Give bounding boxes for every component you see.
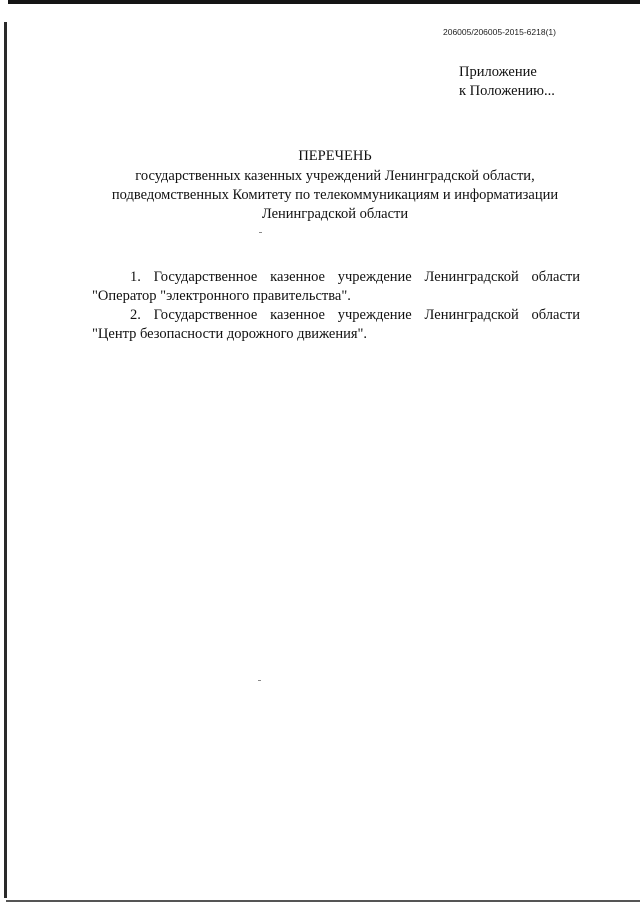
document-title xyxy=(80,147,590,224)
title-line-3: Ленинградской области xyxy=(261,206,409,222)
list-item-2: 2. Государственное казенное учреждение Ленинградской области "Центр безопасности дорожного движения". xyxy=(92,307,580,342)
appendix-line-1: Приложение xyxy=(459,64,537,80)
appendix-note xyxy=(459,63,555,101)
title-heading: ПЕРЕЧЕНЬ xyxy=(298,148,372,164)
scan-speck xyxy=(258,680,261,681)
scan-speck xyxy=(259,232,262,233)
document-id: 206005/206005-2015-6218(1) xyxy=(443,27,556,37)
list-item-1: 1. Государственное казенное учреждение Ленинградской области "Оператор "электронного правительства". xyxy=(92,269,580,304)
appendix-line-2: к Положению... xyxy=(459,83,555,99)
scan-border-top xyxy=(8,0,640,4)
institution-list xyxy=(92,268,580,344)
title-line-2: подведомственных Комитету по телекоммуникациям и информатизации xyxy=(111,187,559,203)
scan-border-left xyxy=(4,22,7,898)
scan-border-bottom xyxy=(6,900,640,902)
title-line-1: государственных казенных учреждений Ленинградской области, xyxy=(135,168,535,184)
